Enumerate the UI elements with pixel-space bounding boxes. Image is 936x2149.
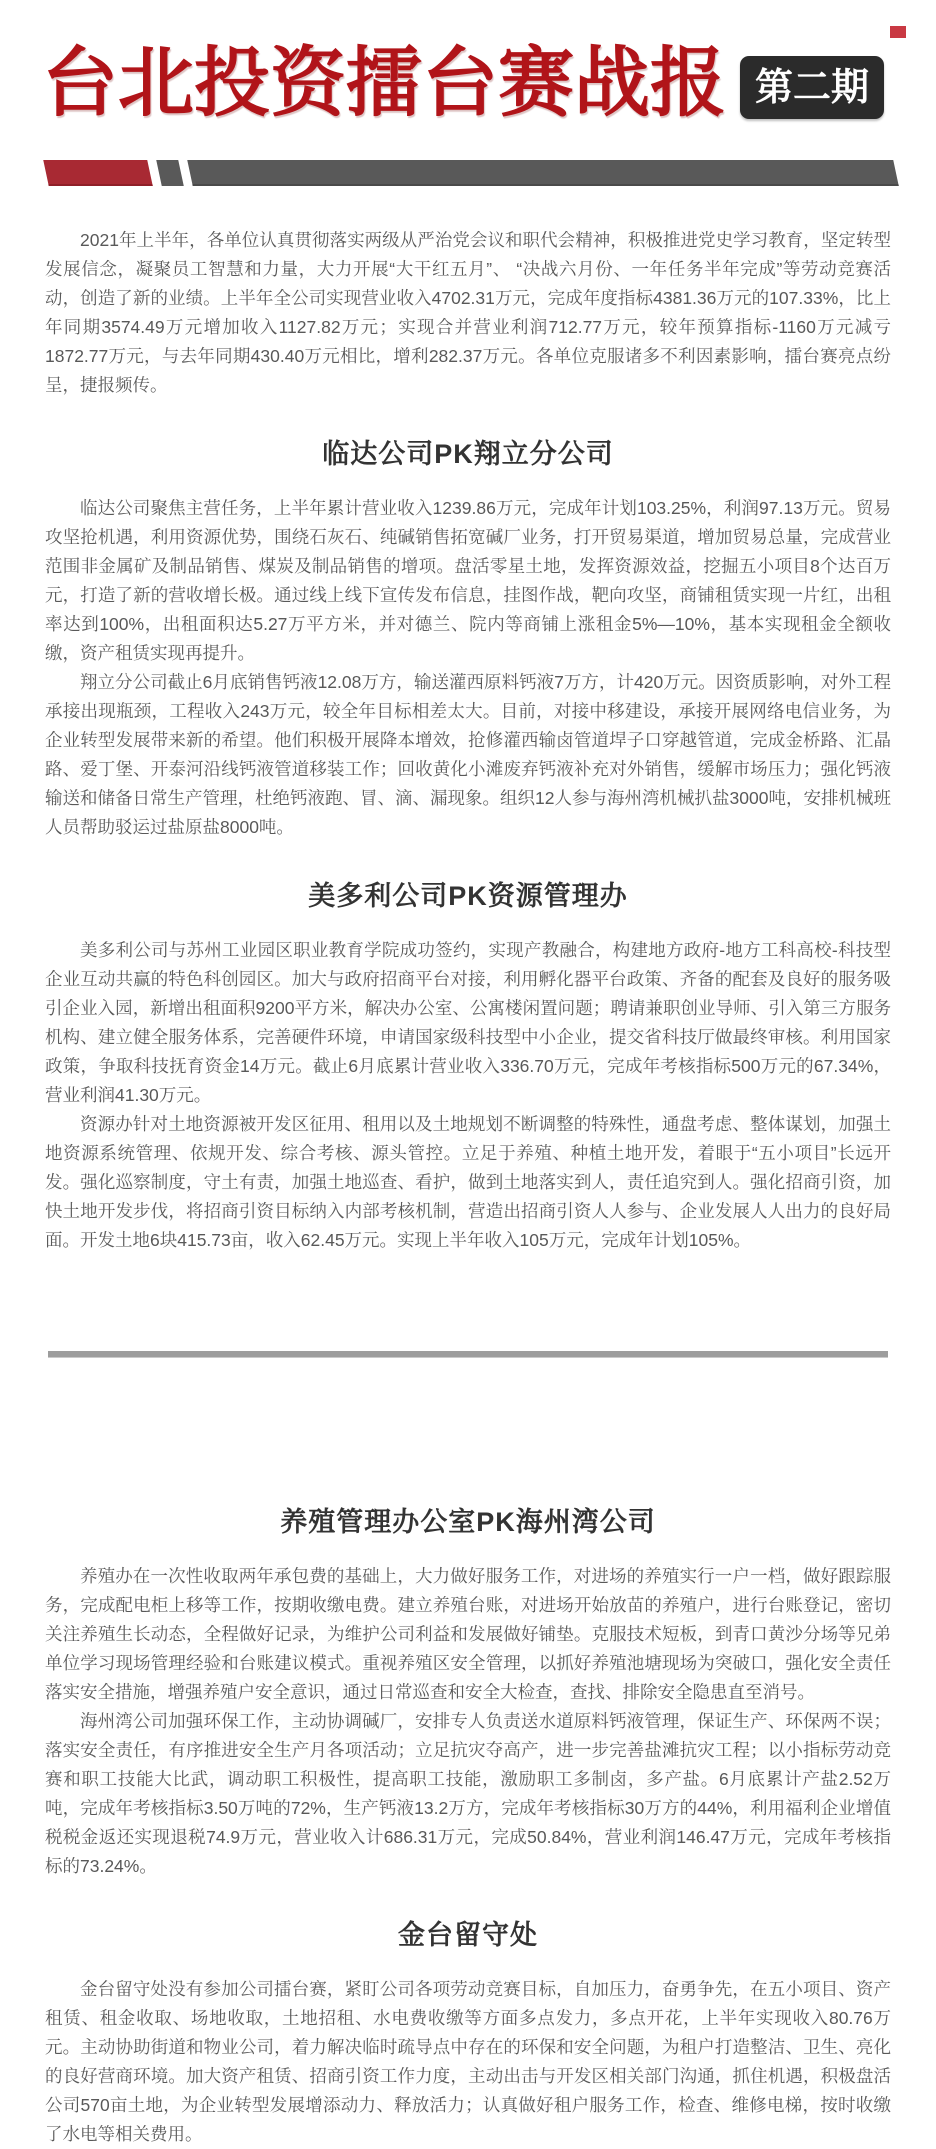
header-stripes [46, 160, 896, 186]
section1-paragraph-1: 临达公司聚焦主营任务，上半年累计营业收入1239.86万元，完成年计划103.25%，利润97.13万元。贸易攻坚抢机遇，利用资源优势，围绕石灰石、纯碱销售拓宽碱厂业务，打开贸易渠道，增加贸易总量，完成营业范围非金属矿及制品销售、煤炭及制品销售的增项。盘活零星土地，发挥资源效益，挖掘五小项目8个达百万元，打造了新的营收增长极。通过线上线下宣传发布信息，挂图作战，靶向攻坚，商铺租赁实现一片红，出租率达到100%，出租面积达5.27万平方米，并对德兰、院内等商铺上涨租金5%—10%，基本实现租金全额收缴，资产租赁实现再提升。 [45, 498, 891, 663]
section3-paragraph-1: 养殖办在一次性收取两年承包费的基础上，大力做好服务工作，对进场的养殖实行一户一档，做好跟踪服务，完成配电柜上移等工作，按期收缴电费。建立养殖台账，对进场开始放苗的养殖户，进行台账登记，密切关注养殖生长动态，全程做好记录，为维护公司利益和发展做好铺垫。克服技术短板，到青口黄沙分场等兄弟单位学习现场管理经验和台账建议模式。重视养殖区安全管理，以抓好养殖池塘现场为突破口，强化安全责任落实安全措施，增强养殖户安全意识，通过日常巡查和安全大检查，查找、排除安全隐患直至消号。 [45, 1566, 891, 1702]
issue-badge: 第二期 [740, 56, 884, 119]
section2-paragraph-1: 美多利公司与苏州工业园区职业教育学院成功签约，实现产教融合，构建地方政府-地方工科高校-科技型企业互动共赢的特色科创园区。加大与政府招商平台对接，利用孵化器平台政策、齐备的配套及良好的服务吸引企业入园，新增出租面积9200平方米，解决办公室、公寓楼闲置问题；聘请兼职创业导师、引入第三方服务机构、建立健全服务体系，完善硬件环境，申请国家级科技型中小企业，提交省科技厅做最终审核。利用国家政策，争取科技抚育资金14万元。截止6月底累计营业收入336.70万元，完成年考核指标500万元的67.34%，营业利润41.30万元。 [45, 940, 891, 1105]
stripe-gray-long [187, 160, 899, 186]
section3-paragraph-2: 海州湾公司加强环保工作，主动协调碱厂，安排专人负责送水道原料钙液管理，保证生产、环保两不误；落实安全责任，有序推进安全生产月各项活动；立足抗灾夺高产，进一步完善盐滩抗灾工程；以小指标劳动竞赛和职工技能大比武，调动职工积极性，提高职工技能，激励职工多制卤，多产盐。6月底累计产盐2.52万吨，完成年考核指标3.50万吨的72%，生产钙液13.2万方，完成年考核指标30万方的44%，利用福利企业增值税税金返还实现退税74.9万元，营业收入计686.31万元，完成50.84%，营业利润146.47万元，完成年考核指标的73.24%。 [45, 1711, 891, 1876]
section2-paragraph-2: 资源办针对土地资源被开发区征用、租用以及土地规划不断调整的特殊性，通盘考虑、整体谋划，加强土地资源系统管理、依规开发、综合考核、源头管控。立足于养殖、种植土地开发，着眼于“五小项目”长远开发。强化巡察制度，守土有责，加强土地巡查、看护，做到土地落实到人，责任追究到人。强化招商引资，加快土地开发步伐，将招商引资目标纳入内部考核机制，营造出招商引资人人参与、企业发展人人出力的良好局面。开发土地6块415.73亩，收入62.45万元。实现上半年收入105万元，完成年计划105%。 [45, 1114, 891, 1250]
section-heading-linda-vs-xiangli: 临达公司PK翔立分公司 [322, 439, 614, 469]
section-heading-yangzhi-vs-haizhouwan: 养殖管理办公室PK海州湾公司 [280, 1507, 656, 1537]
section1-paragraph-2: 翔立分公司截止6月底销售钙液12.08万方，输送灌西原料钙液7万方，计420万元。因资质影响，对外工程承接出现瓶颈，工程收入243万元，较全年目标相差太大。目前，对接中移建设，承接开展网络电信业务，为企业转型发展带来新的希望。他们积极开展降本增效，抢修灌西输卤管道垾子口穿越管道，完成金桥路、汇晶路、爱丁堡、开泰河沿线钙液管道移装工作；回收黄化小滩废弃钙液补充对外销售，缓解市场压力；强化钙液输送和储备日常生产管理，杜绝钙液跑、冒、滴、漏现象。组织12人参与海州湾机械扒盐3000吨，安排机械班人员帮助驳运过盐原盐8000吨。 [45, 672, 891, 837]
stripe-gray-small [156, 160, 184, 186]
article-content [0, 226, 936, 2149]
corner-red-mark [890, 26, 906, 38]
stripe-red [43, 160, 153, 186]
section-divider [48, 1351, 888, 1358]
section4-paragraph-1: 金台留守处没有参加公司擂台赛，紧盯公司各项劳动竞赛目标，自加压力，奋勇争先，在五小项目、资产租赁、租金收取、场地收取，土地招租、水电费收缴等方面多点发力，多点开花，上半年实现收入80.76万元。主动协助街道和物业公司，着力解决临时疏导点中存在的环保和安全问题，为租户打造整洁、卫生、亮化的良好营商环境。加大资产租赁、招商引资工作力度，主动出击与开发区相关部门沟通，抓住机遇，积极盘活公司570亩土地，为企业转型发展增添动力、释放活力；认真做好租户服务工作，检查、维修电梯，按时收缴了水电等相关费用。 [45, 1979, 891, 2144]
header [0, 0, 936, 126]
section-heading-jintai: 金台留守处 [398, 1920, 538, 1950]
section-heading-meiduoli-vs-ziyuan: 美多利公司PK资源管理办 [308, 881, 628, 911]
page-title: 台北投资擂台赛战报 [42, 41, 726, 126]
intro-paragraph: 2021年上半年，各单位认真贯彻落实两级从严治党会议和职代会精神，积极推进党史学习教育，坚定转型发展信念，凝聚员工智慧和力量，大力开展“大干红五月”、 “决战六月份、一年任务半年完成”等劳动竞赛活动，创造了新的业绩。上半年全公司实现营业收入4702.31万元，完成年度指标4381.36万元的107.33%，比上年同期3574.49万元增加收入1127.82万元；实现合并营业利润712.77万元，较年预算指标-1160万元减亏1872.77万元，与去年同期430.40万元相比，增利282.37万元。各单位克服诸多不利因素影响，擂台赛亮点纷呈，捷报频传。 [45, 230, 891, 395]
